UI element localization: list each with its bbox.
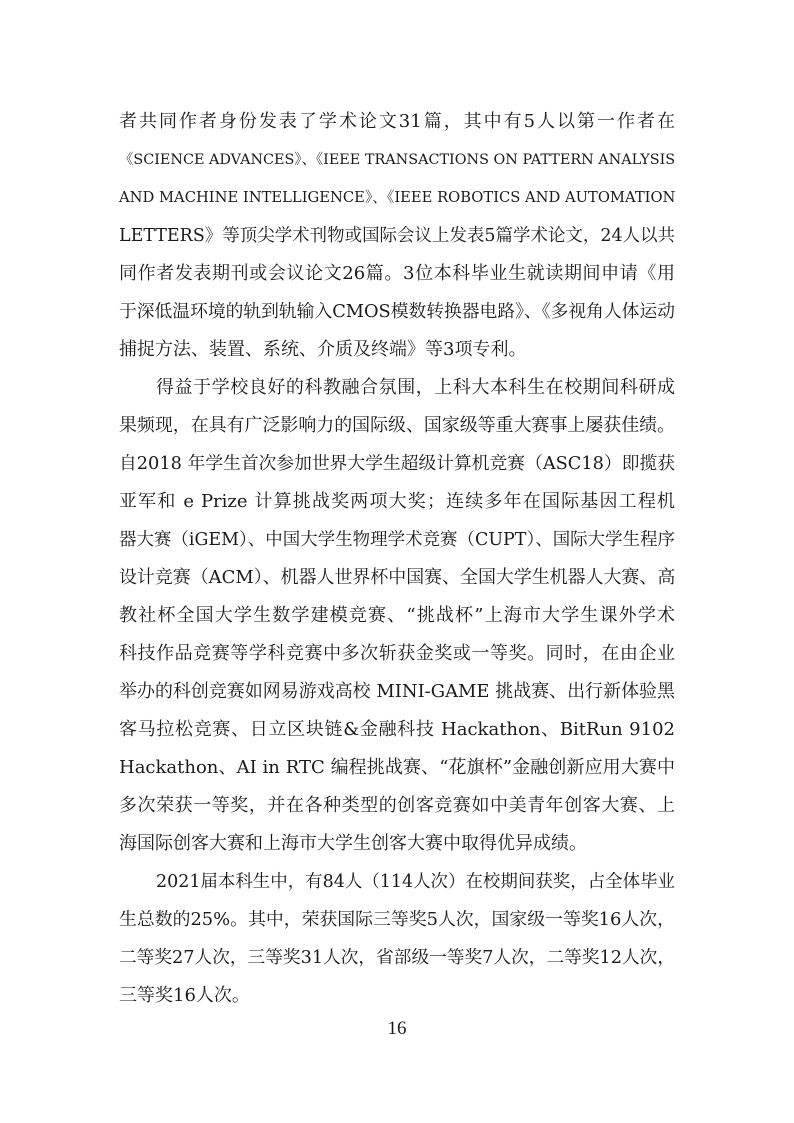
- paragraph-line: 者共同作者身份发表了学术论文31篇，其中有5人以第一作者在: [119, 111, 675, 132]
- paragraph-line: 教社杯全国大学生数学建模竞赛、“挑战杯”上海市大学生课外学术: [119, 605, 675, 626]
- paragraph-line: 2021届本科生中，有84人（114人次）在校期间获奖，占全体毕业: [156, 872, 675, 892]
- paragraph-line: 同作者发表期刊或会议论文26篇。3位本科毕业生就读期间申请《用: [119, 263, 675, 284]
- paragraph-line: 亚军和 e Prize 计算挑战奖两项大奖；连续多年在国际基因工程机: [119, 491, 675, 512]
- paragraph-line: 三等奖16人次。: [119, 985, 250, 1006]
- paragraph-line: 果频现，在具有广泛影响力的国际级、国家级等重大赛事上屡获佳绩。: [119, 415, 676, 436]
- page-number: 16: [387, 1018, 407, 1039]
- paragraph-line: 自2018 年学生首次参加世界大学生超级计算机竞赛（ASC18）即揽获: [119, 454, 675, 474]
- paragraph-line: AND MACHINE INTELLIGENCE》、《IEEE ROBOTICS AND AUTOMATION: [119, 189, 676, 206]
- paragraph-line: 设计竞赛（ACM）、机器人世界杯中国赛、全国大学生机器人大赛、高: [119, 567, 676, 588]
- paragraph-line: 《SCIENCE ADVANCES》、《IEEE TRANSACTIONS ON PATTERN ANALYSIS: [119, 152, 676, 168]
- paragraph-line: 器大赛（iGEM）、中国大学生物理学术竞赛（CUPT）、国际大学生程序: [119, 530, 675, 550]
- paragraph-line: Hackathon、AI in RTC 编程挑战赛、“花旗杯”金融创新应用大赛中: [119, 757, 675, 778]
- paragraph-line: 得益于学校良好的科教融合氛围，上科大本科生在校期间科研成: [156, 377, 675, 398]
- paragraph-line: 举办的科创竞赛如网易游戏高校 MINI-GAME 挑战赛、出行新体验黑: [119, 681, 675, 702]
- paragraph-line: 于深低温环境的轨到轨输入CMOS模数转换器电路》、《多视角人体运动: [119, 301, 675, 322]
- paragraph-line: 捕捉方法、装置、系统、介质及终端》等3项专利。: [119, 339, 527, 360]
- paragraph-line: LETTERS》等顶尖学术刊物或国际会议上发表5篇学术论文，24人以共: [119, 226, 675, 246]
- paragraph-line: 多次荣获一等奖，并在各种类型的创客竞赛如中美青年创客大赛、上: [119, 795, 675, 816]
- paragraph-line: 二等奖27人次，三等奖31人次，省部级一等奖7人次，二等奖12人次，: [119, 948, 675, 968]
- paragraph-line: 生总数的25%。其中，荣获国际三等奖5人次，国家级一等奖16人次，: [119, 909, 675, 930]
- paragraph-line: 海国际创客大赛和上海市大学生创客大赛中取得优异成绩。: [119, 833, 587, 854]
- paragraph-line: 科技作品竞赛等学科竞赛中多次斩获金奖或一等奖。同时，在由企业: [119, 643, 675, 664]
- paragraph-line: 客马拉松竞赛、日立区块链&金融科技 Hackathon、BitRun 9102: [119, 719, 675, 740]
